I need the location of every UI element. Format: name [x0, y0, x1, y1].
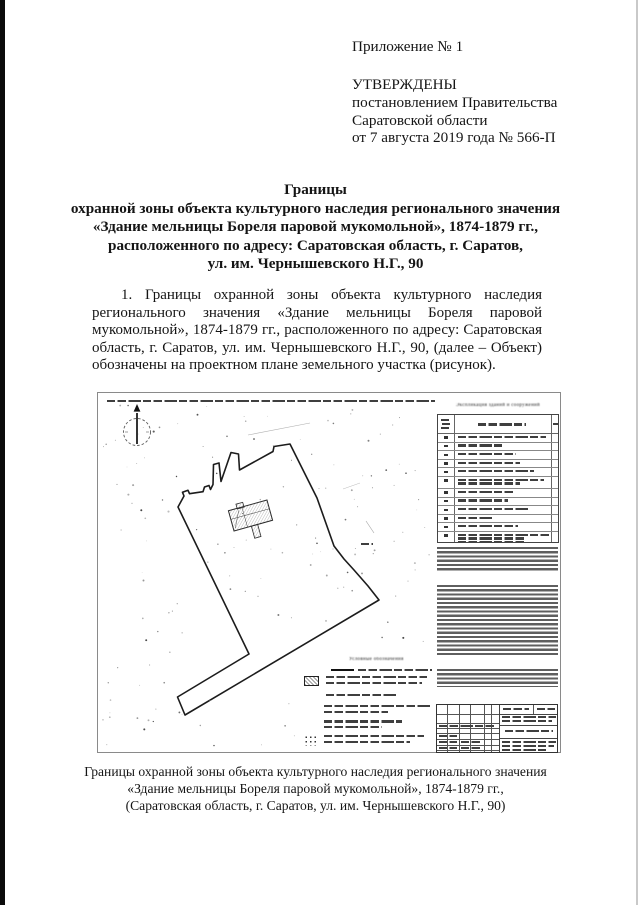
approval-line: УТВЕРЖДЕНЫ	[352, 76, 457, 93]
site-plan-figure	[97, 392, 561, 753]
title-line: расположенного по адресу: Саратовская область, г. Саратов,	[108, 236, 523, 254]
notes-paragraph-illegible	[437, 547, 558, 571]
figure-caption	[63, 763, 568, 815]
legend	[301, 656, 435, 750]
legend-dots-symbol	[304, 735, 319, 746]
annex-label: Приложение № 1	[352, 38, 464, 55]
heritage-building-footprint	[227, 496, 276, 543]
caption-line: Границы охранной зоны объекта культурного наследия регионального значения	[84, 764, 547, 779]
document-title	[63, 181, 568, 274]
paragraph-1: 1. Границы охранной зоны объекта культурного наследия регионального значения «Здание мельницы Бореля паровой мукомольной», 1874-1879 гг., расположенного по адресу: Саратовская область, г. Саратов, ул. им. Чернышевского Н.Г., 90, (далее – Объект) обозначены на проектном плане земельного участка (рисунок).	[92, 287, 542, 374]
caption-line: (Саратовская область, г. Саратов, ул. им. Чернышевского Н.Г., 90)	[125, 798, 506, 814]
legend-boundary-line-symbol	[331, 669, 354, 671]
explication-table	[437, 414, 559, 543]
dimension-annotation-illegible	[361, 543, 373, 545]
approval-line: от 7 августа 2019 года № 566-П	[352, 129, 556, 147]
north-arrow-icon	[124, 404, 151, 446]
description-paragraph-illegible	[437, 585, 558, 656]
legend-title: Условные обозначения	[349, 657, 404, 662]
approval-line: Саратовской области	[352, 111, 488, 129]
explication-table-body	[438, 434, 559, 543]
title-line: «Здание мельницы Бореля паровой мукомольной», 1874-1879 гг.,	[92, 218, 539, 235]
explication-table-title: Экспликация зданий и сооружений	[455, 403, 541, 408]
caption-line: «Здание мельницы Бореля паровой мукомольной», 1874-1879 гг.,	[127, 781, 504, 797]
right-scan-line	[636, 0, 638, 905]
title-block	[436, 704, 558, 753]
title-line: охранной зоны объекта культурного наследия регионального значения	[70, 199, 561, 217]
title-line: Границы	[284, 181, 347, 198]
approval-block	[352, 76, 557, 147]
coordinates-paragraph-illegible	[437, 669, 558, 687]
legend-building-symbol	[304, 676, 319, 686]
title-line: ул. им. Чернышевского Н.Г., 90	[207, 255, 424, 272]
left-scan-bar	[0, 0, 5, 905]
approval-line: постановлением Правительства	[352, 93, 558, 111]
